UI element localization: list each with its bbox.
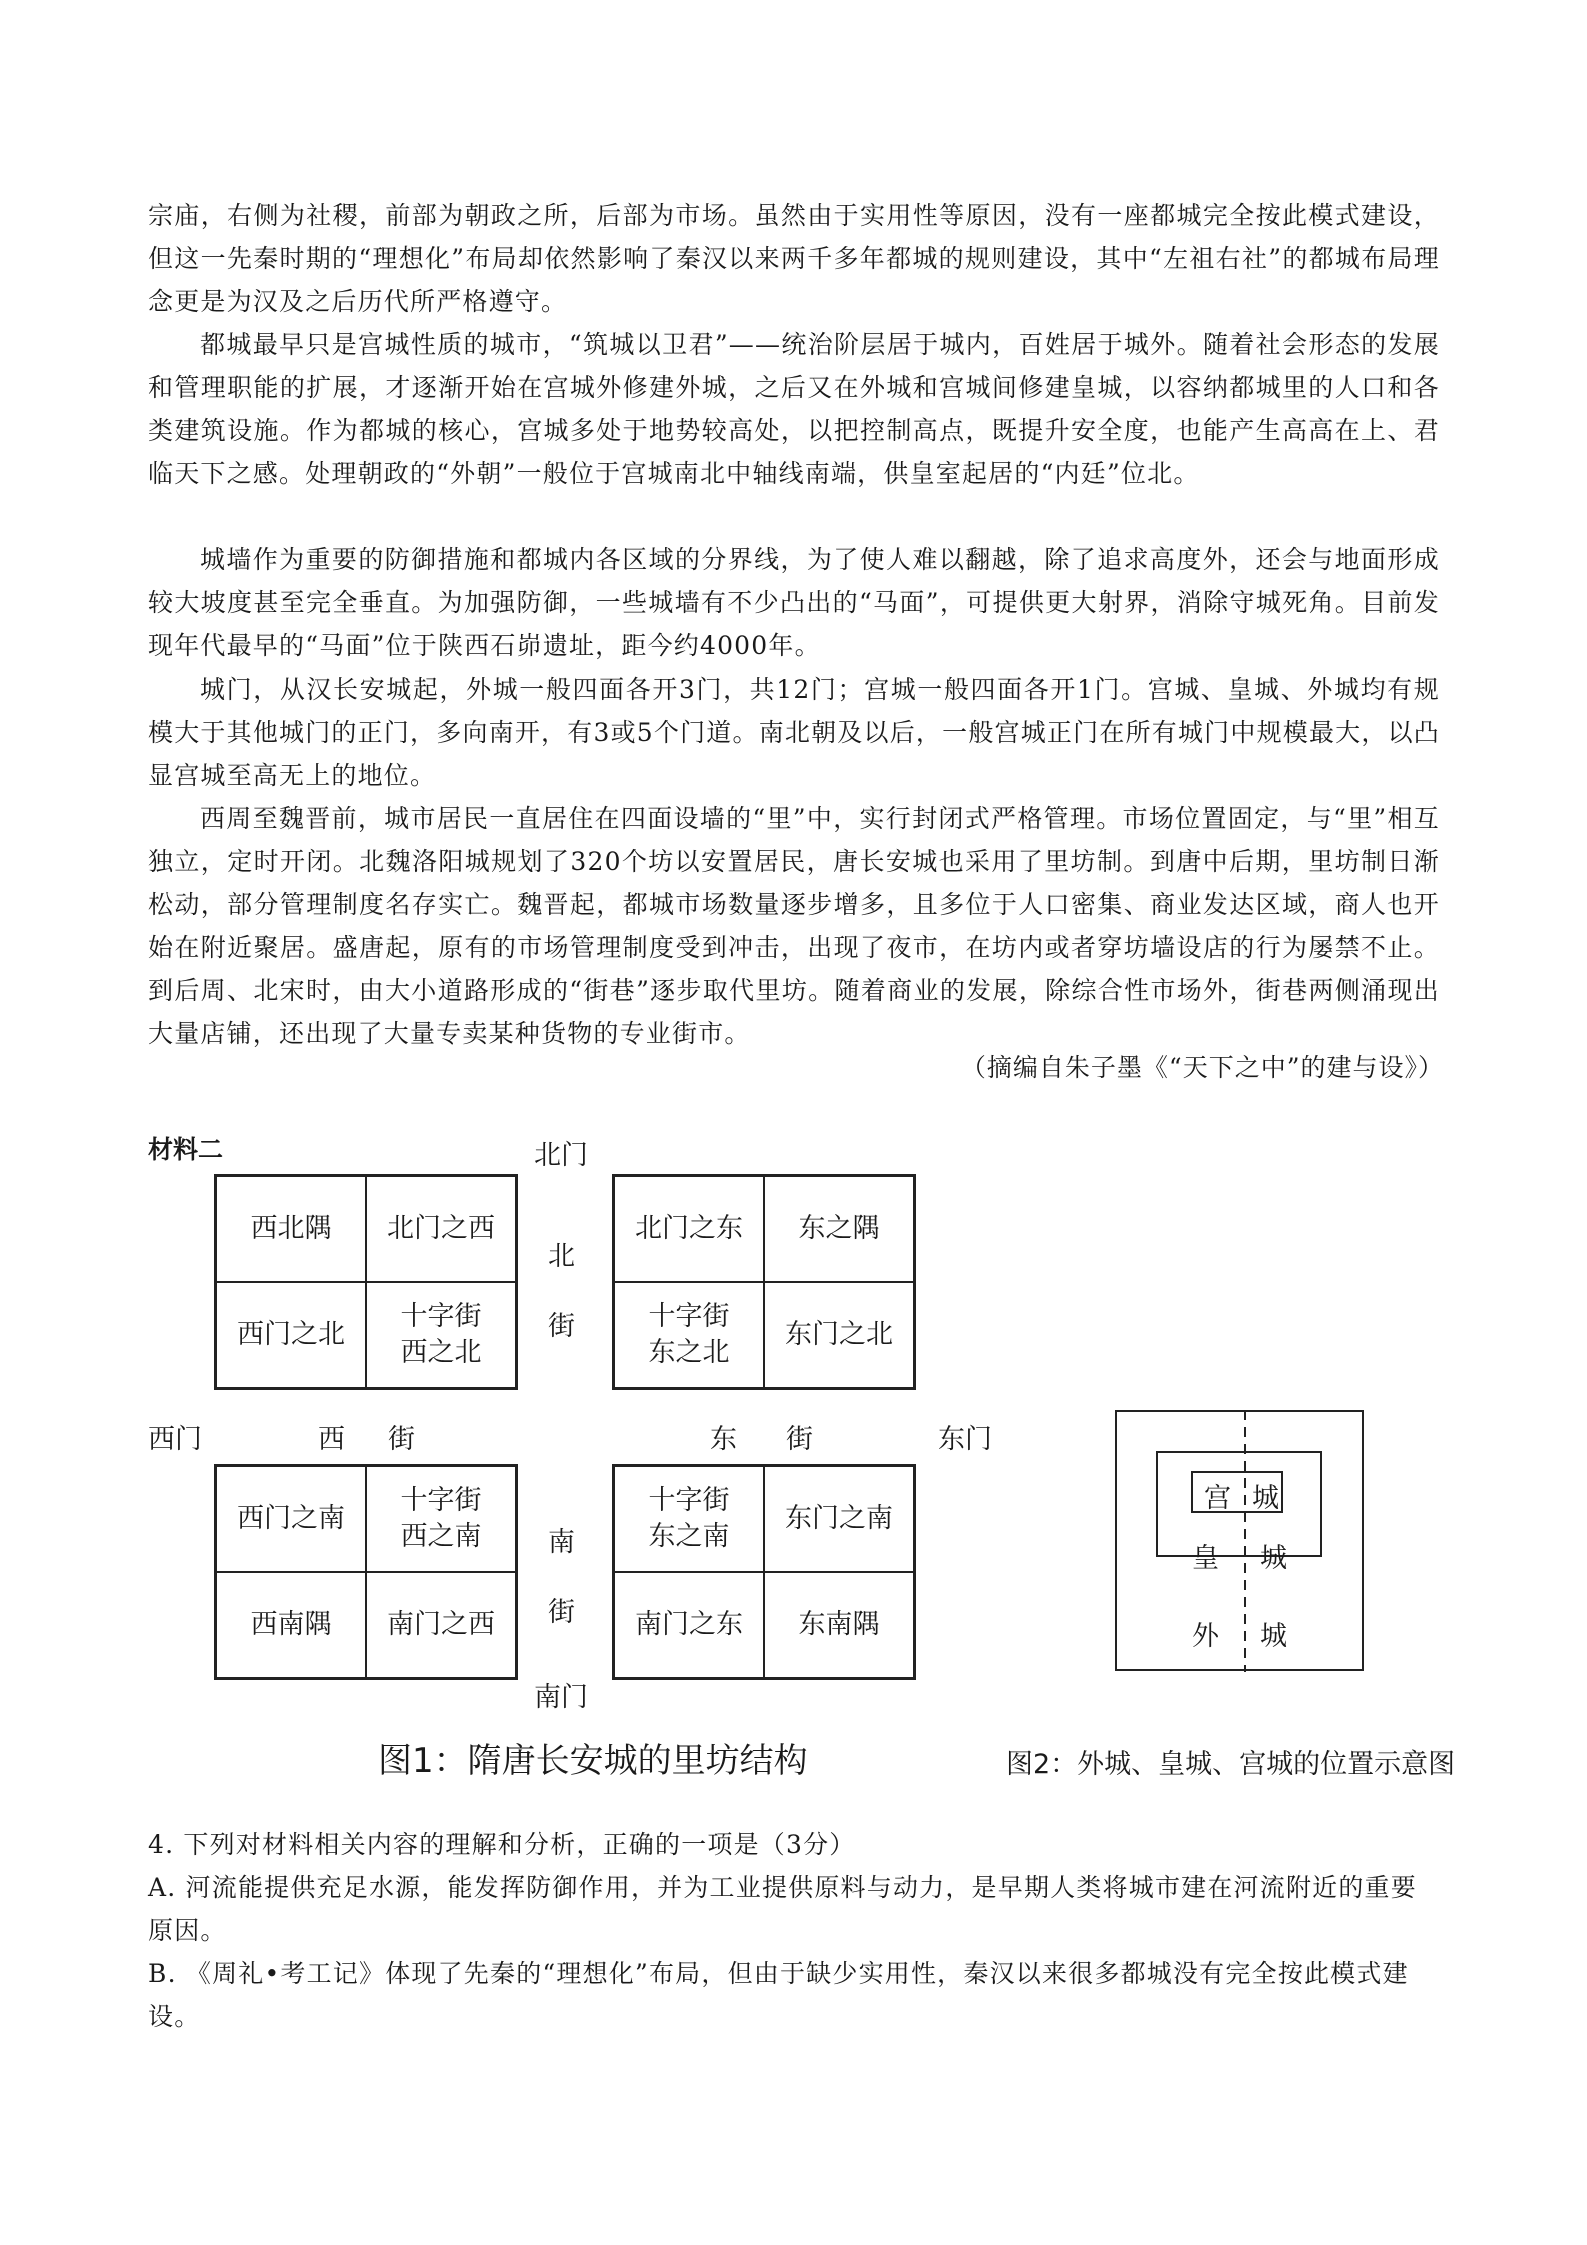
- ward-cell: 东门之南: [764, 1466, 914, 1572]
- figure-2-caption: 图2：外城、皇城、宫城的位置示意图: [1006, 1749, 1456, 1780]
- west-street-char-2: 街: [388, 1424, 415, 1455]
- outer-char-1: 外: [1192, 1621, 1219, 1652]
- north-street-char-1: 北: [548, 1241, 575, 1272]
- west-street-char-1: 西: [318, 1424, 345, 1455]
- east-street-char-2: 街: [786, 1424, 813, 1455]
- ward-cell: 西门之北: [216, 1282, 366, 1388]
- paragraph-0: 宗庙，右侧为社稷，前部为朝政之所，后部为市场。虽然由于实用性等原因，没有一座都城完全按此模式建设，但这一先秦时期的“理想化”布局却依然影响了秦汉以来两千多年都城的规则建设，其中“左祖右社”的都城布局理念更是为汉及之后历代所严格遵守。: [148, 201, 1440, 316]
- ward-cell: 南门之西: [366, 1572, 516, 1678]
- ward-cell: 西南隅: [216, 1572, 366, 1678]
- block-southeast: [612, 1464, 916, 1680]
- outer-char-2: 城: [1260, 1621, 1287, 1652]
- palace-char-1: 宫: [1204, 1483, 1231, 1514]
- imperial-char-1: 皇: [1192, 1543, 1219, 1574]
- ward-cell: 十字街 西之南: [366, 1466, 516, 1572]
- south-gate-label: 南门: [534, 1682, 588, 1713]
- north-street-char-2: 街: [548, 1311, 575, 1342]
- block-northeast: [612, 1174, 916, 1390]
- option-a: A. 河流能提供充足水源，能发挥防御作用，并为工业提供原料与动力，是早期人类将城市建在河流附近的重要原因。: [148, 1873, 1417, 1945]
- paragraph-1: 都城最早只是宫城性质的城市，“筑城以卫君”——统治阶层居于城内，百姓居于城外。随着社会形态的发展和管理职能的扩展，才逐渐开始在宫城外修建外城，之后又在外城和宫城间修建皇城，以容纳都城里的人口和各类建筑设施。作为都城的核心，宫城多处于地势较高处，以把控制高点，既提升安全度，也能产生高高在上、君临天下之感。处理朝政的“外朝”一般位于宫城南北中轴线南端，供皇室起居的“内廷”位北。: [148, 330, 1440, 488]
- ward-cell: 北门之西: [366, 1176, 516, 1282]
- city-layout-diagram: [1115, 1410, 1365, 1672]
- source-citation: （摘编自朱子墨《“天下之中”的建与设》）: [960, 1053, 1444, 1082]
- outer-city-wall: [1116, 1411, 1363, 1670]
- north-gate-label: 北门: [534, 1140, 588, 1171]
- ward-cell: 东门之北: [764, 1282, 914, 1388]
- option-b: B. 《周礼•考工记》体现了先秦的“理想化”布局，但由于缺少实用性，秦汉以来很多都城没有完全按此模式建设。: [148, 1959, 1409, 2031]
- block-southwest: [214, 1464, 518, 1680]
- ward-cell: 南门之东: [614, 1572, 764, 1678]
- figure-1-caption: 图1：隋唐长安城的里坊结构: [378, 1741, 808, 1781]
- paragraph-4: 西周至魏晋前，城市居民一直居住在四面设墙的“里”中，实行封闭式严格管理。市场位置固定，与“里”相互独立，定时开闭。北魏洛阳城规划了320个坊以安置居民，唐长安城也采用了里坊制。到唐中后期，里坊制日渐松动，部分管理制度名存实亡。魏晋起，都城市场数量逐步增多，且多位于人口密集、商业发达区域，商人也开始在附近聚居。盛唐起，原有的市场管理制度受到冲击，出现了夜市，在坊内或者穿坊墙设店的行为屡禁不止。到后周、北宋时，由大小道路形成的“街巷”逐步取代里坊。随着商业的发展，除综合性市场外，街巷两侧涌现出大量店铺，还出现了大量专卖某种货物的专业街市。: [148, 804, 1440, 1048]
- imperial-char-2: 城: [1260, 1543, 1287, 1574]
- ward-cell: 十字街 东之北: [614, 1282, 764, 1388]
- east-street-char-1: 东: [710, 1424, 737, 1455]
- question-stem: 4. 下列对材料相关内容的理解和分析，正确的一项是（3分）: [148, 1830, 856, 1859]
- ward-cell: 东南隅: [764, 1572, 914, 1678]
- ward-cell: 北门之东: [614, 1176, 764, 1282]
- south-street-char-2: 街: [548, 1597, 575, 1628]
- ward-cell: 东之隅: [764, 1176, 914, 1282]
- east-gate-label: 东门: [938, 1424, 992, 1455]
- paragraph-2: 城墙作为重要的防御措施和都城内各区域的分界线，为了使人难以翻越，除了追求高度外，还会与地面形成较大坡度甚至完全垂直。为加强防御，一些城墙有不少凸出的“马面”，可提供更大射界，消除守城死角。目前发现年代最早的“马面”位于陕西石峁遗址，距今约4000年。: [148, 545, 1440, 660]
- ward-cell: 十字街 西之北: [366, 1282, 516, 1388]
- south-street-char-1: 南: [548, 1527, 575, 1558]
- ward-cell: 十字街 东之南: [614, 1466, 764, 1572]
- imperial-city-wall: [1157, 1452, 1321, 1556]
- ward-cell: 西门之南: [216, 1466, 366, 1572]
- block-northwest: [214, 1174, 518, 1390]
- material-2-label: 材料二: [148, 1135, 224, 1164]
- ward-cell: 西北隅: [216, 1176, 366, 1282]
- west-gate-label: 西门: [148, 1424, 202, 1455]
- paragraph-3: 城门，从汉长安城起，外城一般四面各开3门，共12门；宫城一般四面各开1门。宫城、皇城、外城均有规模大于其他城门的正门，多向南开，有3或5个门道。南北朝及以后，一般宫城正门在所有城门中规模最大，以凸显宫城至高无上的地位。: [148, 675, 1440, 790]
- palace-char-2: 城: [1252, 1483, 1279, 1514]
